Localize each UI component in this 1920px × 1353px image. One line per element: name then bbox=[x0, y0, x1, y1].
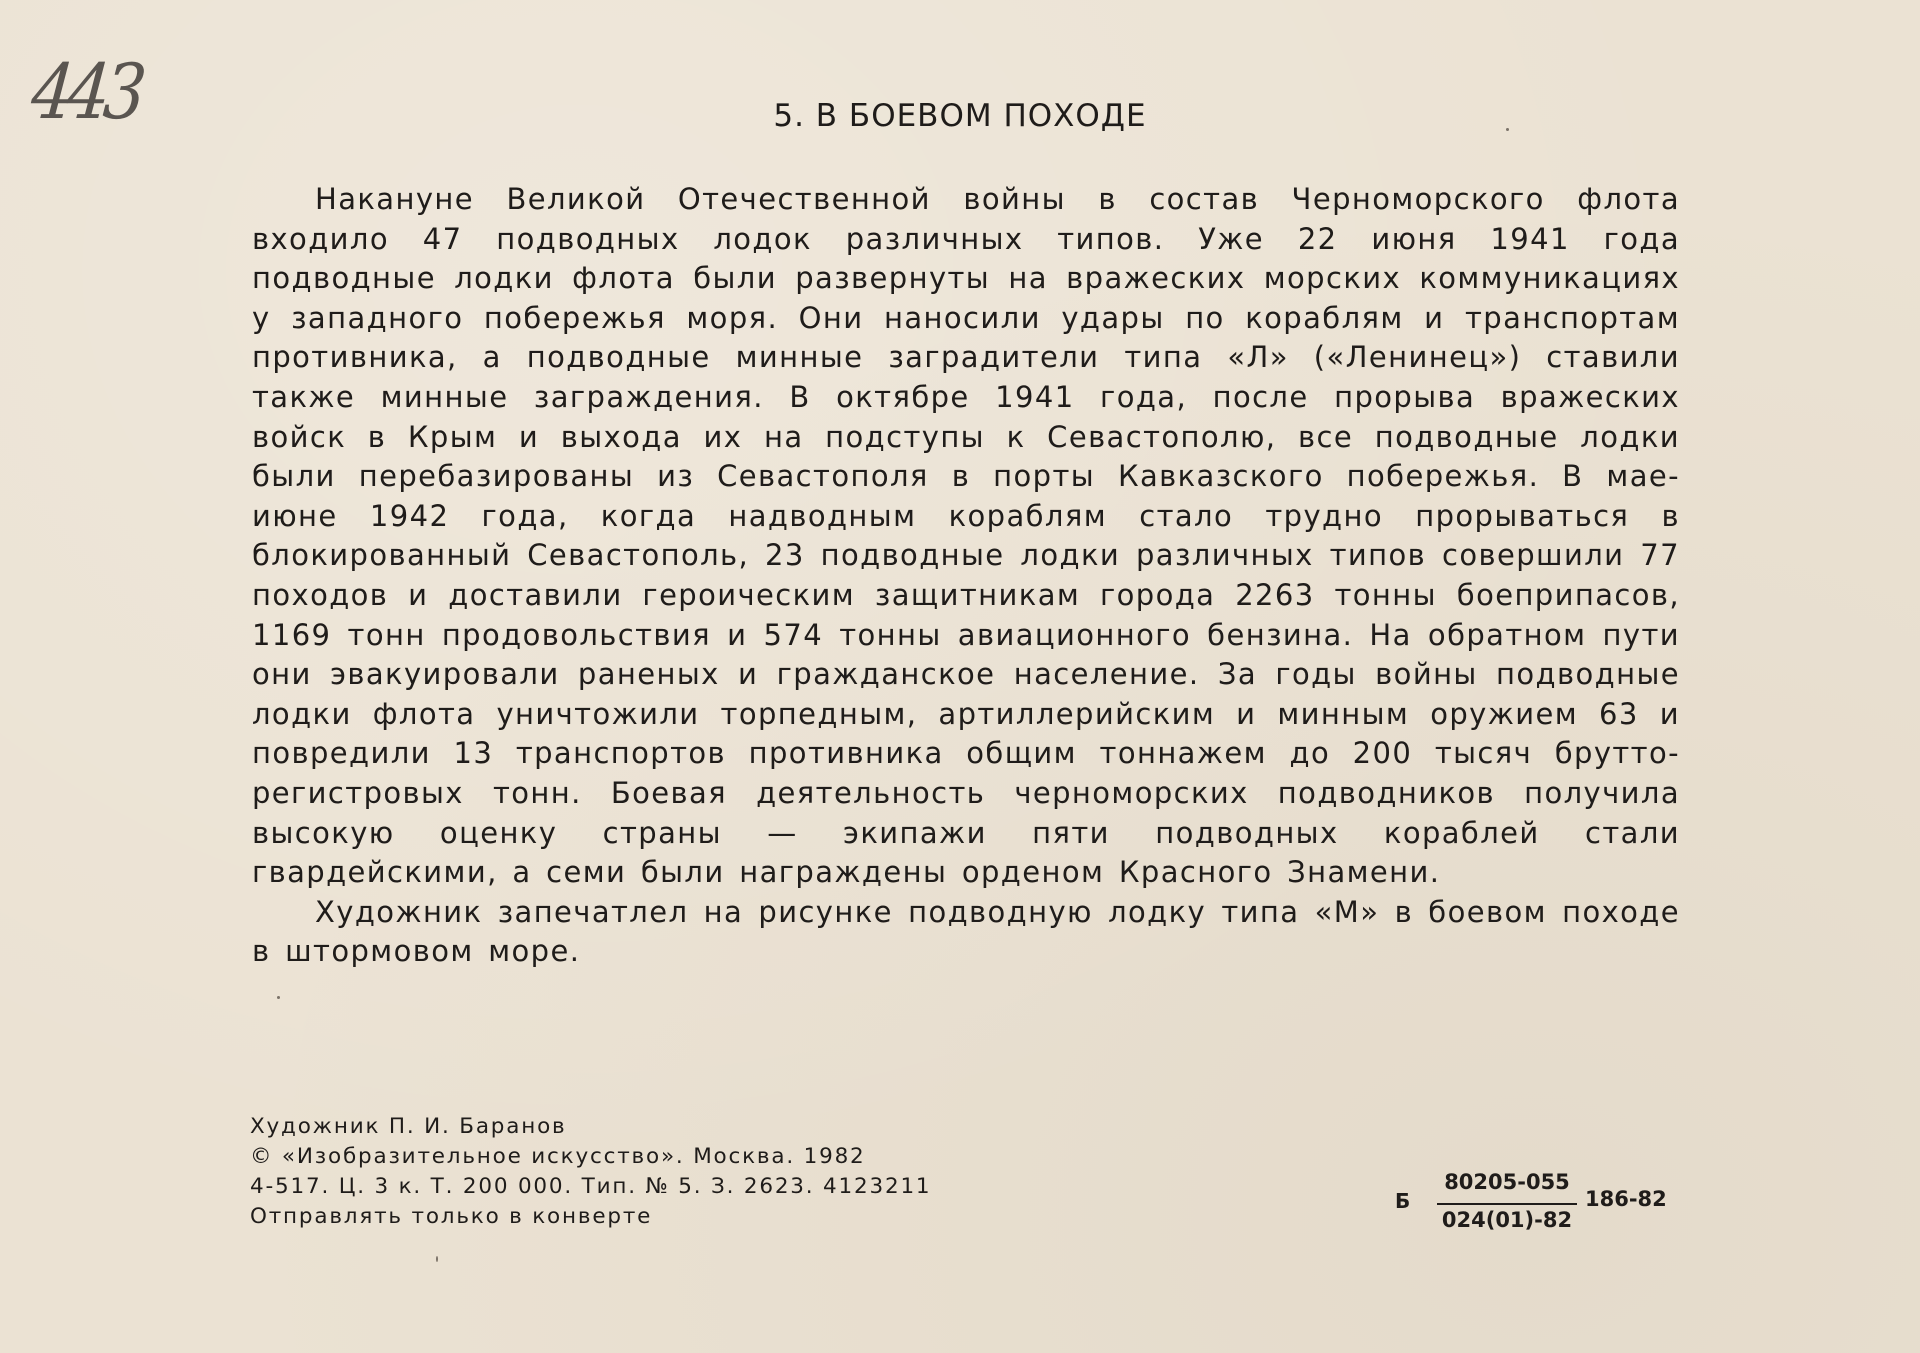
fraction-line bbox=[1437, 1203, 1577, 1205]
body-text bbox=[252, 180, 1680, 972]
page-title: 5. В БОЕВОМ ПОХОДЕ bbox=[773, 98, 1147, 134]
catalog-code-numerator: 80205-055 bbox=[1444, 1170, 1570, 1194]
paper-speck bbox=[1506, 128, 1509, 131]
catalog-code-letter: Б bbox=[1395, 1189, 1411, 1213]
handwritten-number: 443 bbox=[27, 48, 144, 137]
print-info: 4-517. Ц. 3 к. Т. 200 000. Тип. № 5. З. 2623. 4123211 bbox=[250, 1174, 932, 1199]
catalog-code-denominator: 024(01)-82 bbox=[1441, 1208, 1573, 1232]
catalog-code-suffix: 186-82 bbox=[1585, 1187, 1667, 1211]
paragraph-artwork: Художник запечатлел на рисунке подводную лодку типа «М» в боевом походе в штормовом море. bbox=[252, 894, 1680, 969]
paper-speck bbox=[436, 1256, 438, 1262]
paragraph-history: Накануне Великой Отечественной войны в состав Черноморского флота входило 47 подводных лодок различных типов. Уже 22 июня 1941 года подводные лодки флота были развернуты на вражеских морских коммуникациях у западного побережья моря. Они наносили удары по кораблям и транспортам противника, а подводные минные заградители типа «Л» («Ленинец») ставили также минные заграждения. В октябре 1941 года, после прорыва вражеских войск в Крым и выхода их на подступы к Севастополю, все подводные лодки были перебазированы из Севастополя в порты Кавказского побережья. В мае-июне 1942 года, когда надводным кораблям стало трудно прорываться в блокированный Севастополь, 23 подводные лодки различных типов совершили 77 походов и доставили героическим защитникам города 2263 тонны боеприпасов, 1169 тонн продовольствия и 574 тонны авиационного бензина. На обратном пути они эвакуировали раненых и гражданское население. За годы войны подводные лодки флота уничтожили торпедным, артиллерийским и минным оружием 63 и повредили 13 транспортов противника общим тоннажем до 200 тысяч брутто-регистровых тонн. Боевая деятельность черноморских подводников получила высокую оценку страны — экипажи пяти подводных кораблей стали гвардейскими, а семи были награждены орденом Красного Знамени. bbox=[252, 182, 1680, 890]
mailing-note: Отправлять только в конверте bbox=[250, 1204, 653, 1229]
artist-credit: Художник П. И. Баранов bbox=[250, 1114, 567, 1139]
paper-speck bbox=[277, 996, 280, 999]
catalog-code bbox=[1395, 1168, 1685, 1240]
imprint-block bbox=[250, 1112, 931, 1232]
copyright-line: © «Изобразительное искусство». Москва. 1982 bbox=[250, 1144, 866, 1169]
